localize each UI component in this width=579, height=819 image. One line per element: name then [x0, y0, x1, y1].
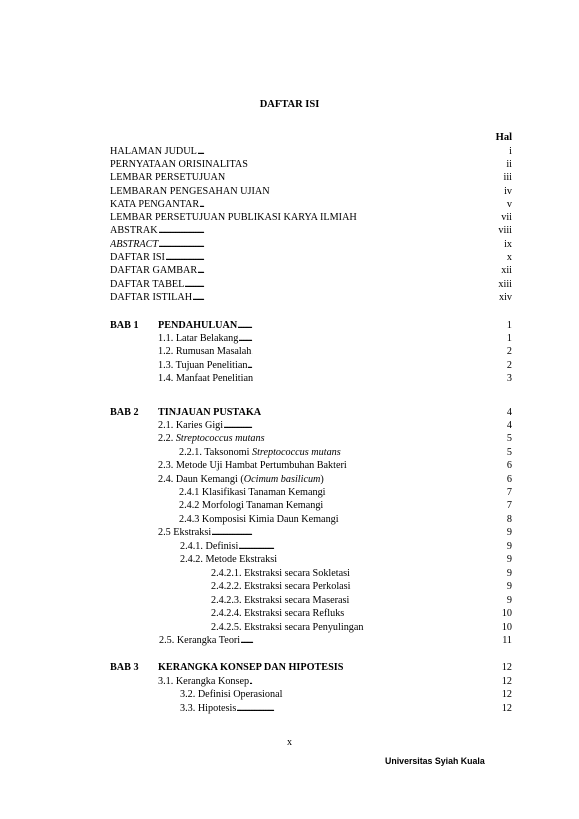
university-footer: Universitas Syiah Kuala: [385, 756, 485, 766]
page-number: x: [287, 737, 292, 748]
page-title: DAFTAR ISI: [259, 99, 320, 110]
page-column-header: Hal: [495, 132, 512, 143]
